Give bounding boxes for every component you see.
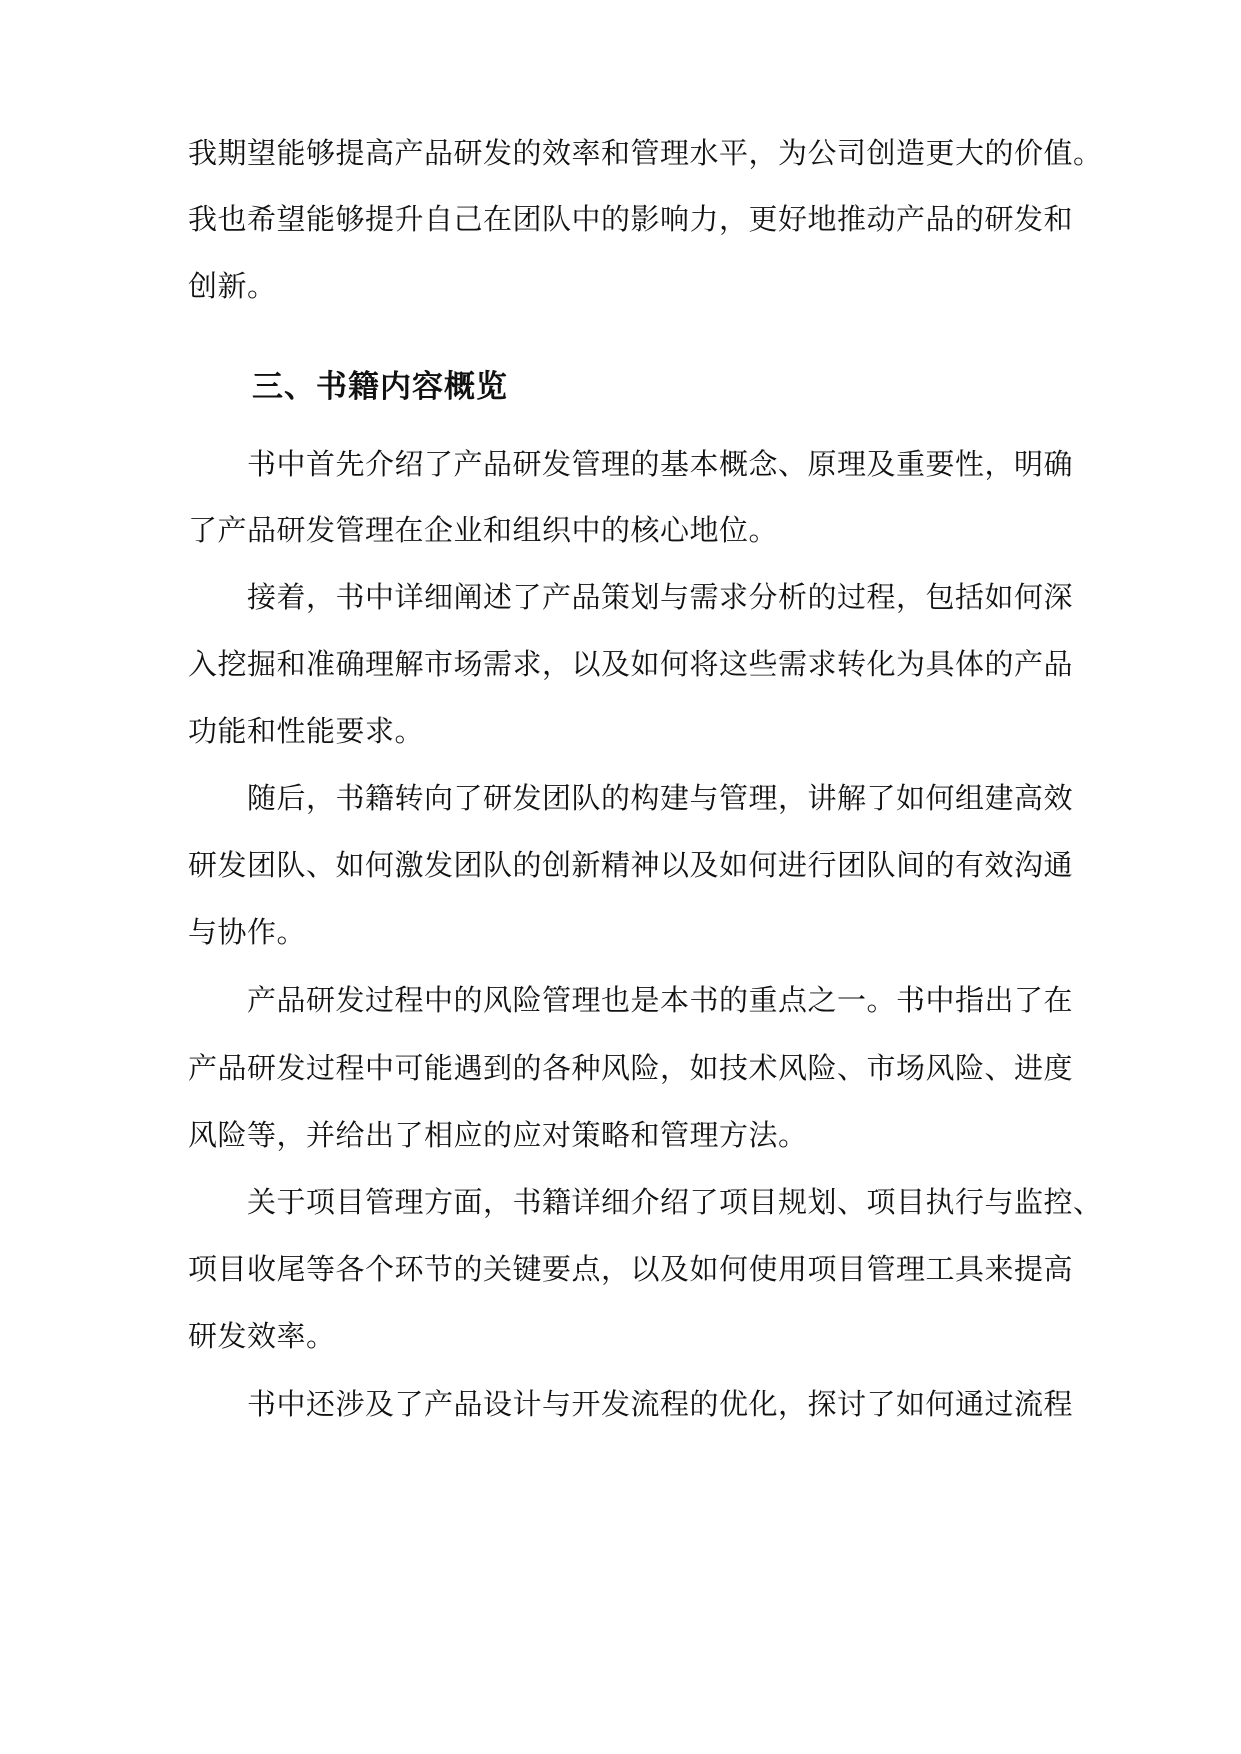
paragraph-4-line-2: 产品研发过程中可能遇到的各种风险，如技术风险、市场风险、进度 xyxy=(188,1051,1074,1085)
paragraph-6-line-1: 书中还涉及了产品设计与开发流程的优化，探讨了如何通过流程 xyxy=(247,1387,1074,1421)
paragraph-3-line-3: 与协作。 xyxy=(188,915,307,949)
paragraph-5-line-1: 关于项目管理方面，书籍详细介绍了项目规划、项目执行与监控、 xyxy=(247,1185,1103,1219)
paragraph-4-line-1: 产品研发过程中的风险管理也是本书的重点之一。书中指出了在 xyxy=(247,983,1074,1017)
paragraph-3-line-2: 研发团队、如何激发团队的创新精神以及如何进行团队间的有效沟通 xyxy=(188,848,1074,882)
paragraph-2-line-1: 接着，书中详细阐述了产品策划与需求分析的过程，包括如何深 xyxy=(247,580,1074,614)
paragraph-2-line-3: 功能和性能要求。 xyxy=(188,714,425,748)
intro-line-1: 我期望能够提高产品研发的效率和管理水平，为公司创造更大的价值。 xyxy=(188,136,1103,170)
paragraph-5-line-3: 研发效率。 xyxy=(188,1319,336,1353)
paragraph-3-line-1: 随后，书籍转向了研发团队的构建与管理，讲解了如何组建高效 xyxy=(247,781,1074,815)
paragraph-4-line-3: 风险等，并给出了相应的应对策略和管理方法。 xyxy=(188,1118,808,1152)
paragraph-2-line-2: 入挖掘和准确理解市场需求，以及如何将这些需求转化为具体的产品 xyxy=(188,647,1074,681)
intro-line-2: 我也希望能够提升自己在团队中的影响力，更好地推动产品的研发和 xyxy=(188,202,1074,236)
paragraph-1-line-2: 了产品研发管理在企业和组织中的核心地位。 xyxy=(188,513,779,547)
paragraph-1-line-1: 书中首先介绍了产品研发管理的基本概念、原理及重要性，明确 xyxy=(247,447,1074,481)
paragraph-5-line-2: 项目收尾等各个环节的关键要点，以及如何使用项目管理工具来提高 xyxy=(188,1252,1074,1286)
section-heading: 三、书籍内容概览 xyxy=(252,369,508,405)
intro-line-3: 创新。 xyxy=(188,269,277,303)
